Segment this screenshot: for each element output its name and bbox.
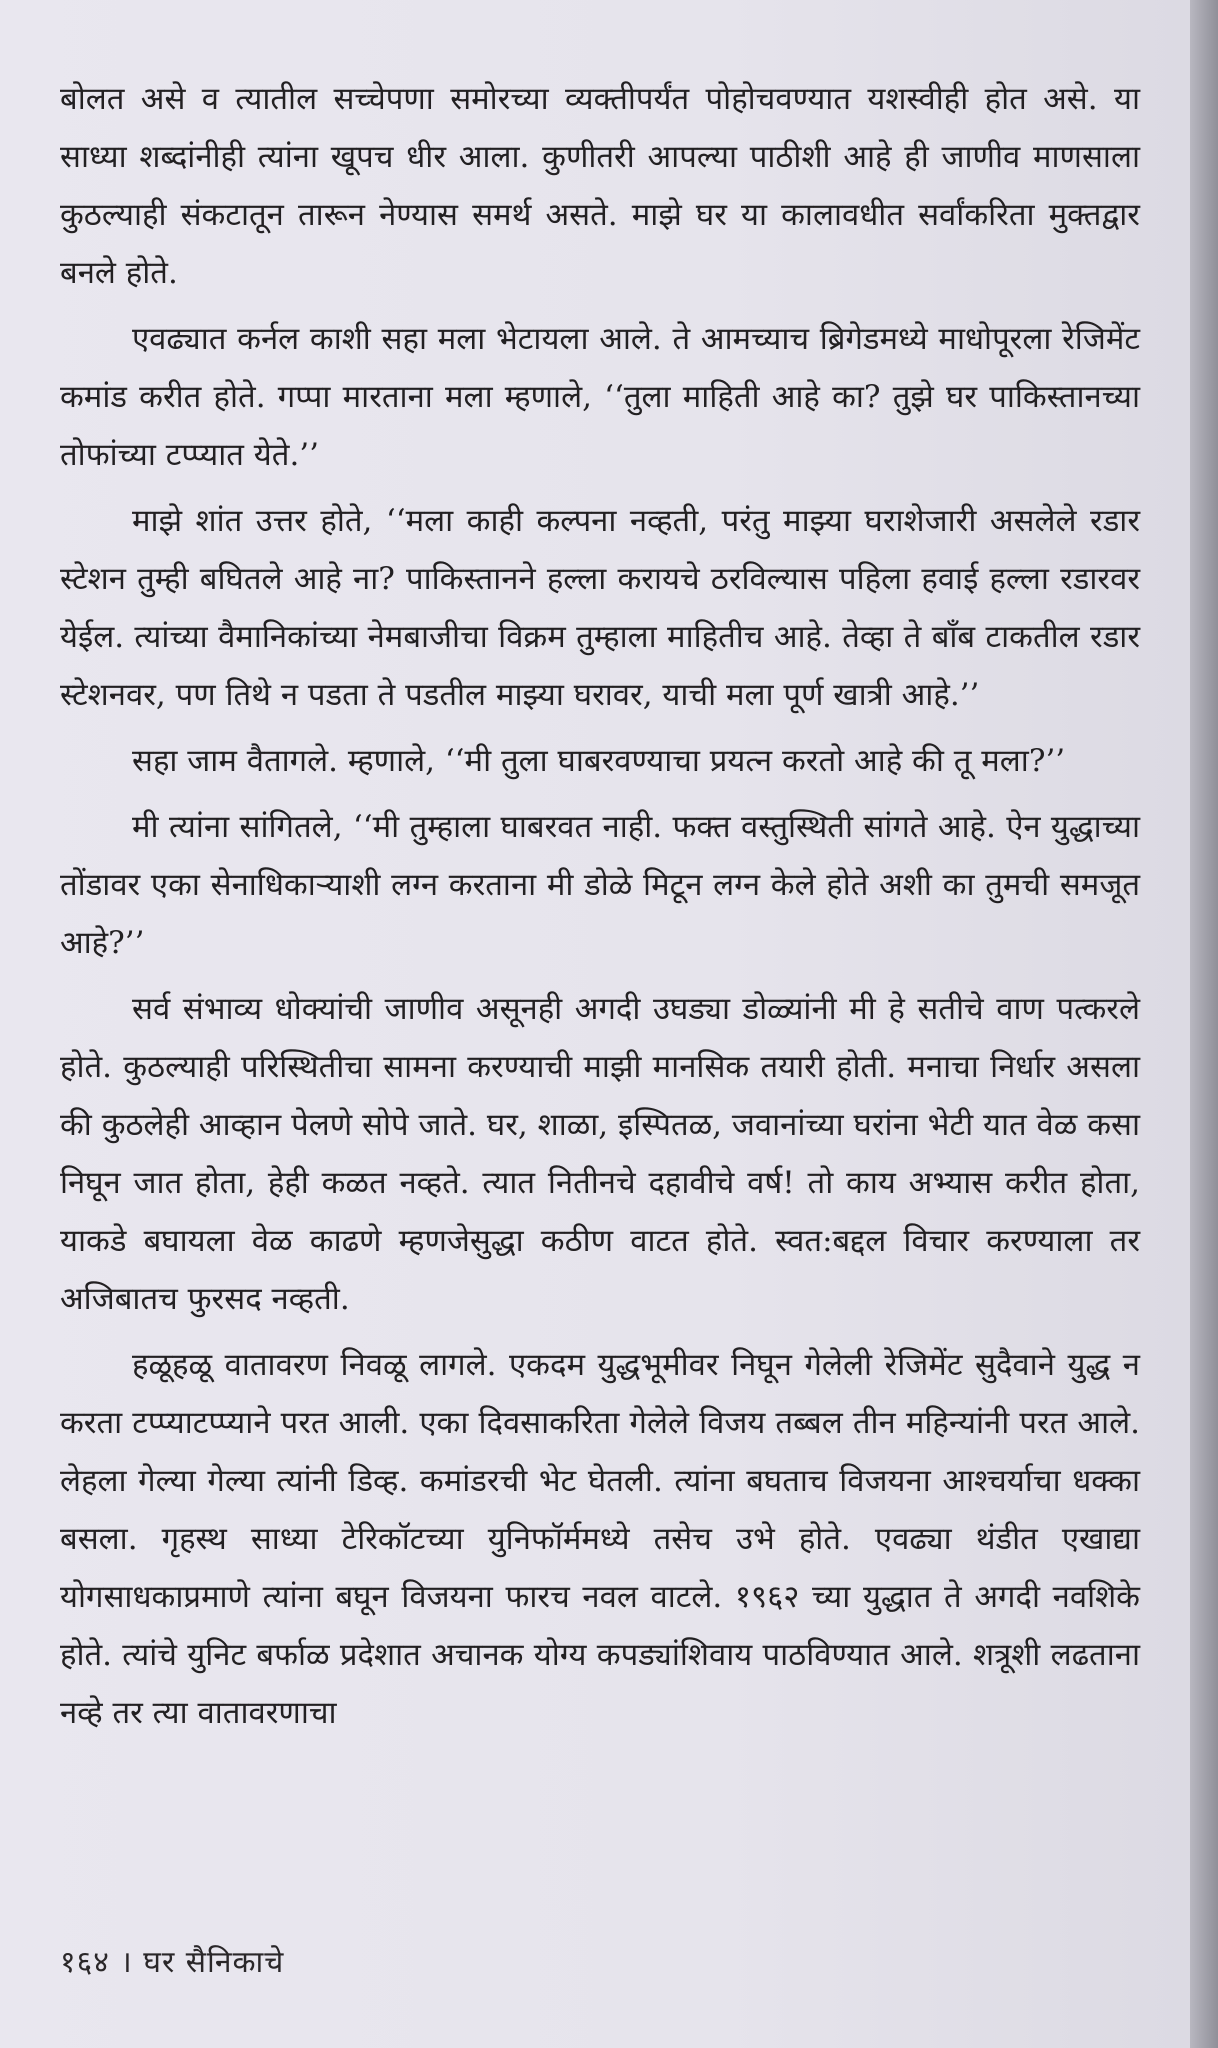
paragraph: बोलत असे व त्यातील सच्चेपणा समोरच्या व्यक्तीपर्यंत पोहोचवण्यात यशस्वीही होत असे. या साध्या शब्दांनीही त्यांना खूपच धीर आला. कुणीतरी आपल्या पाठीशी आहे ही जाणीव माणसाला कुठल्याही संकटातून तारून नेण्यास समर्थ असते. माझे घर या कालावधीत सर्वांकरिता मुक्तद्वार बनले होते. (60, 81, 1140, 291)
paragraph: सहा जाम वैतागले. म्हणाले, ‘‘मी तुला घाबरवण्याचा प्रयत्न करतो आहे की तू मला?’’ (132, 743, 1066, 779)
page-footer: १६४ । घर सैनिकाचे (60, 1945, 285, 1980)
paragraph: मी त्यांना सांगितले, ‘‘मी तुम्हाला घाबरवत नाही. फक्त वस्तुस्थिती सांगते आहे. ऐन युद्धाच्या तोंडावर एका सेनाधिकाऱ्याशी लग्न करताना मी डोळे मिटून लग्न केले होते अशी का तुमची समजूत आहे?’’ (60, 809, 1140, 961)
body-text (60, 70, 1140, 1742)
paragraph: माझे शांत उत्तर होते, ‘‘मला काही कल्पना नव्हती, परंतु माझ्या घराशेजारी असलेले रडार स्टेशन तुम्ही बघितले आहे ना? पाकिस्तानने हल्ला करायचे ठरविल्यास पहिला हवाई हल्ला रडारवर येईल. त्यांच्या वैमानिकांच्या नेमबाजीचा विक्रम तुम्हाला माहितीच आहे. तेव्हा ते बाँब टाकतील रडार स्टेशनवर, पण तिथे न पडता ते पडतील माझ्या घरावर, याची मला पूर्ण खात्री आहे.’’ (60, 503, 1140, 713)
paragraph: सर्व संभाव्य धोक्यांची जाणीव असूनही अगदी उघड्या डोळ्यांनी मी हे सतीचे वाण पत्करले होते. कुठल्याही परिस्थितीचा सामना करण्याची माझी मानसिक तयारी होती. मनाचा निर्धार असला की कुठलेही आव्हान पेलणे सोपे जाते. घर, शाळा, इस्पितळ, जवानांच्या घरांना भेटी यात वेळ कसा निघून जात होता, हेही कळत नव्हते. त्यात नितीनचे दहावीचे वर्ष! तो काय अभ्यास करीत होता, याकडे बघायला वेळ काढणे म्हणजेसुद्धा कठीण वाटत होते. स्वत:बद्दल विचार करण्याला तर अजिबातच फुरसद नव्हती. (60, 991, 1140, 1317)
paragraph: एवढ्यात कर्नल काशी सहा मला भेटायला आले. ते आमच्याच ब्रिगेडमध्ये माधोपूरला रेजिमेंट कमांड करीत होते. गप्पा मारताना मला म्हणाले, ‘‘तुला माहिती आहे का? तुझे घर पाकिस्तानच्या तोफांच्या टप्प्यात येते.’’ (60, 321, 1140, 473)
page-edge (1190, 0, 1218, 2048)
paragraph: हळूहळू वातावरण निवळू लागले. एकदम युद्धभूमीवर निघून गेलेली रेजिमेंट सुदैवाने युद्ध न करता टप्प्याटप्प्याने परत आली. एका दिवसाकरिता गेलेले विजय तब्बल तीन महिन्यांनी परत आले. लेहला गेल्या गेल्या त्यांनी डिव्ह. कमांडरची भेट घेतली. त्यांना बघताच विजयना आश्चर्याचा धक्का बसला. गृहस्थ साध्या टेरिकॉटच्या युनिफॉर्ममध्ये तसेच उभे होते. एवढ्या थंडीत एखाद्या योगसाधकाप्रमाणे त्यांना बघून विजयना फारच नवल वाटले. १९६२ च्या युद्धात ते अगदी नवशिके होते. त्यांचे युनिट बर्फाळ प्रदेशात अचानक योग्य कपड्यांशिवाय पाठविण्यात आले. शत्रूशी लढताना नव्हे तर त्या वातावरणाचा (60, 1347, 1140, 1731)
